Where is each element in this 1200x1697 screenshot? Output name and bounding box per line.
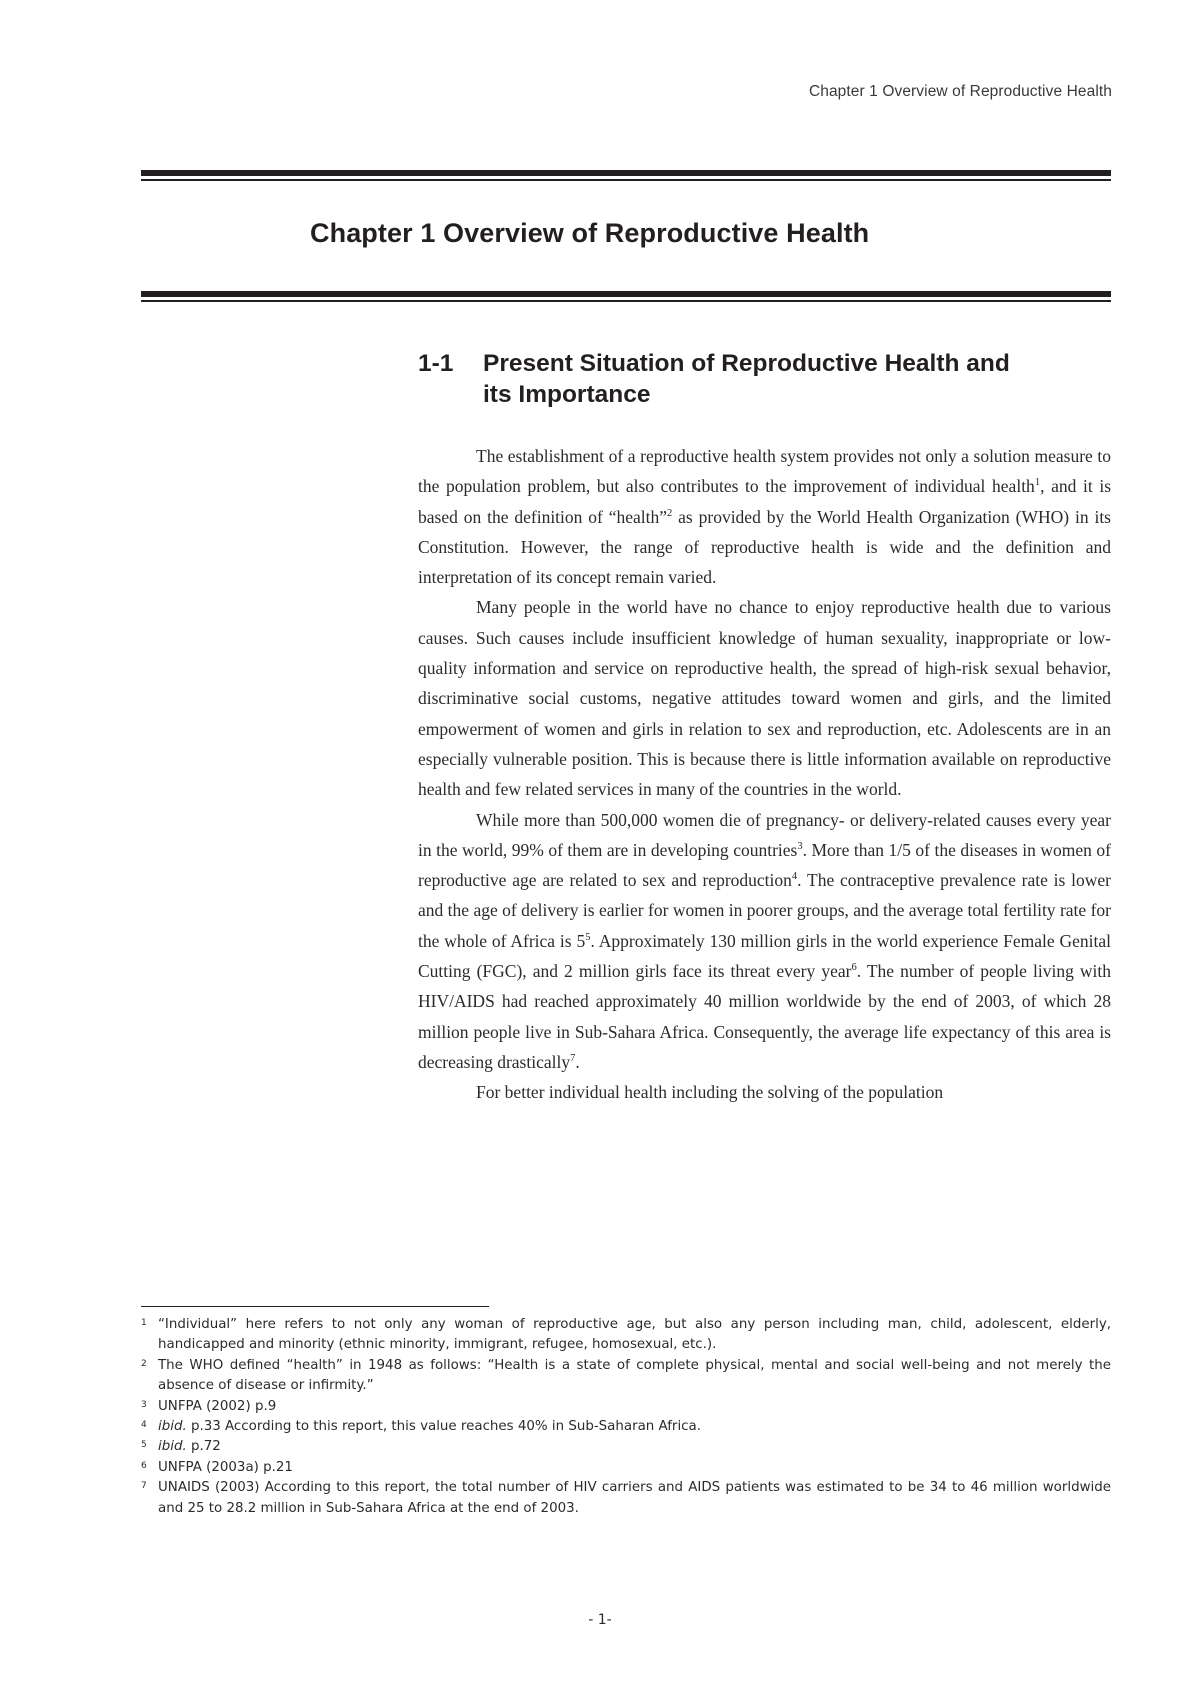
footnote-2: [141, 1356, 1111, 1397]
chapter-title-top-rule: [141, 170, 1111, 181]
footnote-number: 5: [141, 1440, 147, 1451]
paragraph-4: For better individual health including the solving of the population: [476, 1082, 944, 1103]
footnote-ref-3[interactable]: 3: [797, 841, 803, 853]
footnote-number: 1: [141, 1318, 147, 1328]
paragraph-3-text-a: While more than 500,000 women die of pregnancy- or delivery-related causes every year in the world, 99% of them are in developing countries: [418, 809, 1111, 860]
footnote-number: 4: [141, 1420, 147, 1431]
paragraph-3: [418, 805, 1111, 1078]
footnote-text: “Individual” here refers to not only any woman of reproductive age, but also any person including man, child, adolescent, elderly, handicapped and minority (ethnic minority, immigrant, refugee, homosexual, etc.).: [158, 1317, 1111, 1353]
rule-thin: [141, 300, 1111, 302]
section-title-line2: its Importance: [483, 381, 651, 408]
footnote-text: UNFPA (2003a) p.21: [158, 1459, 293, 1475]
footnote-5: [141, 1437, 1111, 1457]
page-number: - 1-: [588, 1612, 612, 1628]
running-header: Chapter 1 Overview of Reproductive Health: [808, 83, 1112, 100]
footnote-separator: [141, 1306, 489, 1307]
paragraph-1-text-b: , and it is based on the definition of “health”: [418, 476, 1111, 527]
footnote-ref-5[interactable]: 5: [585, 931, 591, 943]
rule-thick: [141, 170, 1111, 176]
paragraph-1: [418, 441, 1111, 592]
section-number: 1-1: [418, 350, 454, 377]
paragraph-3-text-b: . More than 1/5 of the diseases in women of reproductive age are related to sex and reproduction: [418, 839, 1111, 891]
footnote-3: [141, 1397, 1111, 1417]
paragraph-3-text-c: . The contraceptive prevalence rate is lower and the age of delivery is earlier for women in poorer groups, and the average total fertility rate for the whole of Africa is 5: [418, 870, 1111, 951]
footnote-7: [141, 1478, 1111, 1519]
footnotes: [141, 1315, 1111, 1519]
footnote-ibid: ibid.: [158, 1439, 187, 1455]
footnote-1: [141, 1315, 1111, 1356]
footnote-number: 3: [141, 1399, 147, 1410]
rule-thin: [141, 179, 1111, 181]
footnote-ref-1[interactable]: 1: [1034, 477, 1041, 489]
footnote-6: [141, 1458, 1111, 1478]
body-text: [418, 441, 1111, 1108]
section-title-line1: Present Situation of Reproductive Health and: [483, 350, 1010, 377]
footnote-text: p.72: [186, 1439, 221, 1455]
section-title: [418, 348, 1111, 410]
paragraph-2: Many people in the world have no chance to enjoy reproductive health due to various causes. Such causes include insufficient knowledge of human sexuality, inappropriate or low-quality information and service on reproductive health, the spread of high-risk sexual behavior, discriminative social customs, negative attitudes toward women and girls, and the limited empowerment of women and girls in relation to sex and reproduction, etc. Adolescents are in an especially vulnerable position. This is because there is little information available on reproductive health and few related services in many of the countries in the world.: [418, 597, 1111, 800]
footnote-ref-4[interactable]: 4: [791, 871, 798, 883]
paragraph-3-text-d: . Approximately 130 million girls in the world experience Female Genital Cutting (FGC), and 2 million girls face its threat every year: [418, 930, 1111, 982]
footnote-ibid: ibid.: [158, 1419, 187, 1435]
footnote-number: 6: [141, 1460, 147, 1471]
rule-thick: [141, 291, 1111, 297]
chapter-title: Chapter 1 Overview of Reproductive Health: [310, 218, 870, 248]
footnote-ref-7[interactable]: 7: [570, 1053, 576, 1065]
paragraph-3-text-e: . The number of people living with HIV/AIDS had reached approximately 40 million worldwide by the end of 2003, of which 28 million people live in Sub-Sahara Africa. Consequently, the average life expectancy of this area is decreasing drastically: [418, 961, 1111, 1072]
footnote-ref-6[interactable]: 6: [851, 962, 857, 974]
footnote-text: UNFPA (2002) p.9: [158, 1398, 277, 1414]
footnote-text: The WHO defined “health” in 1948 as follows: “Health is a state of complete physical, mental and social well-being and not merely the absence of disease or infirmity.”: [158, 1357, 1111, 1394]
paragraph-1-text-c: as provided by the World Health Organization (WHO) in its Constitution. However, the range of reproductive health is wide and the definition and interpretation of its concept remain varied.: [418, 506, 1111, 588]
footnote-4: [141, 1417, 1111, 1437]
footnote-number: 2: [141, 1358, 147, 1369]
footnote-ref-2[interactable]: 2: [667, 507, 673, 519]
footnote-text: UNAIDS (2003) According to this report, the total number of HIV carriers and AIDS patients was estimated to be 34 to 46 million worldwide and 25 to 28.2 million in Sub-Sahara Africa at the end of 2003.: [158, 1480, 1111, 1516]
paragraph-3-text-f: .: [575, 1051, 580, 1072]
footnote-number: 7: [141, 1481, 147, 1492]
paragraph-1-text-a: The establishment of a reproductive health system provides not only a solution measure to the population problem, but also contributes to the improvement of individual health: [418, 446, 1111, 497]
footnote-text: p.33 According to this report, this value reaches 40% in Sub-Saharan Africa.: [186, 1419, 701, 1435]
chapter-title-bottom-rule: [141, 291, 1111, 302]
